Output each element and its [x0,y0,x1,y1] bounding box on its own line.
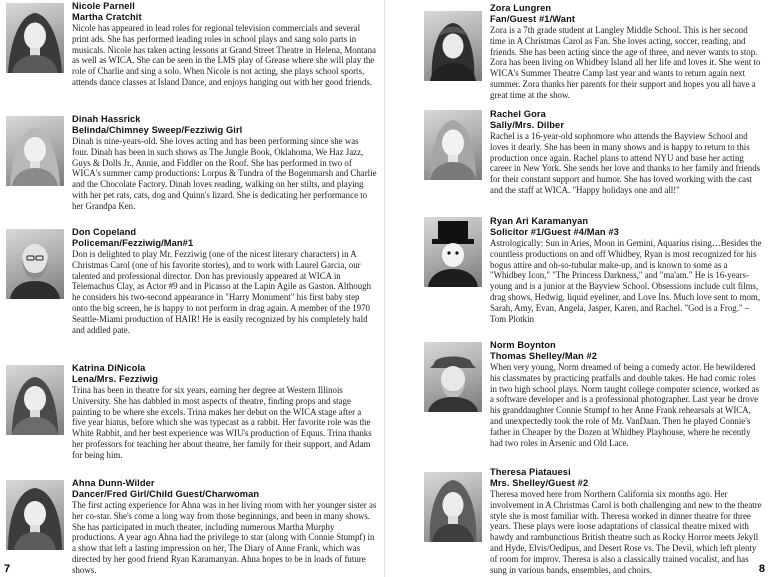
actor-bio: Astrologically: Sun in Aries, Moon in Gemini, Aquarius rising…Besides the countless productions on and off Whidbey, Ryan is most recognized for his bogus attire and oh-so-tubular make-up, and is known to some as a "Whidbey Icon," "The Princess Darkness," and "ma'am." He is 16-years-young and is a junior at the Bayview School. Obsessions include cult films, drag shows, Hedwig, liquid eyeliner, and Love Ins. Much love sent to mom, Sarah, Amy, Evan, Angela, Jasper, Karen, and Rachel. "God is a Frog." – Tom Plotkin [490,238,762,324]
headshot-photo [6,480,64,550]
headshot-photo [6,365,64,435]
actor-name: Zora Lungren [490,3,552,13]
character-role: Solicitor #1/Guest #4/Man #3 [490,227,619,237]
actor-name: Nicole Parnell [72,1,135,11]
actor-name: Norm Boynton [490,340,556,350]
character-role: Fan/Guest #1/Want [490,14,576,24]
portrait-icon [424,110,482,180]
actor-bio: Dinah is nine-years-old. She loves acting and has been performing since she was four. Dinah has been in such shows as The Jungle Book, Oklahoma, We Haz Jazz, Guys & Dolls Jr., Annie, and Fiddler on the Roof. She has performed in two of WICA's summer camp productions: Lorpus & Tundra of the Bogenmarsh and Charlie and the Chocolate Factory. Dinah loves reading, walking on her stilts, and playing with her pet rats, cats, dog and Quinn's lizard. She is dedicating her performance to her Grandpa Ken. [72,136,377,211]
portrait-icon [6,116,64,186]
portrait-icon [6,229,64,299]
actor-bio: Rachel is a 16-year-old sophomore who attends the Bayview School and loves it dearly. She has been in many shows and is happy to return to this production once again. Rachel plans to attend NYU and base her acting career in New York. She sends her love and thanks to her family and friends for their constant support and humor. She has loved working with the cast and the staff at WICA. "Happy holidays one and all!" [490,131,761,195]
portrait-icon [6,3,64,73]
actor-bio: Don is delighted to play Mr. Fezziwig (one of the nicest literary characters) in A Christmas Carol (one of his favorite stories), and to work with Laurel Garcia, our talented and professional director. Don has previously appeared at WICA in Telemachus Clay, as Actor #9 and in Picasso at the Lapin Agile as Gaston. Although he considers his two-second appearance in "Harry Monument" his first baby step onto the big screen, he is happy to not perform in drag again. A member of the 1970 Seattle-Miami production of HAIR! He is easily recognized by his completely bald and addled pate. [72,249,372,335]
right-page [385,0,770,577]
character-role: Dancer/Fred Girl/Child Guest/Charwoman [72,489,260,499]
actor-name: Don Copeland [72,227,137,237]
character-role: Belinda/Chimney Sweep/Fezziwig Girl [72,125,243,135]
headshot-photo [424,472,482,542]
actor-bio: Theresa moved here from Northern California six months ago. Her involvement in A Christmas Carol is both challenging and new to the theatre style she is most familiar with. Theresa worked in dinner theatre for three years. These plays were loose adaptations of classical theatre mixed with bawdy and rambunctious British theatre such as Rocky Horror meets Jekyll and Hyde, Elvis/Oedipus, and Desert Rose vs. The Devil, which left plenty of room for improv. Theresa is also a classically trained vocalist, and has sung in various bands, ensembles, and choirs. [490,489,762,575]
actor-name: Rachel Gora [490,109,546,119]
actor-bio: The first acting experience for Ahna was in her living room with her younger sister as her co-star. She's come a long way from those beginnings, and been in many shows. She has participated in much theater, including numerous Martha Murphy productions. A year ago Ahna had the privilege to star (along with Connie Stumpf) in a show that left a lasting impression on her, The Diary of Anne Frank, which was directed by her good friend Ryan Karamanyan. Ahna hopes to be in loads of future shows. [72,500,377,575]
character-role: Policeman/Fezziwig/Man#1 [72,238,194,248]
portrait-icon [424,342,482,412]
character-role: Sally/Mrs. Dilber [490,120,565,130]
portrait-icon [6,365,64,435]
actor-bio: Nicole has appeared in lead roles for regional television commercials and several print ads. She has performed leading roles in school plays and sang solo parts in musicals. Nicole has taken acting lessons at Grand Street Theatre in Helena, Montana as well as WICA. She can be seen in the LMS play of Grease where she will play the role of Charlie and sing a solo. When Nicole is not acting, she plays school sports, attends dance classes at Island Dance, and enjoys hanging out with her good friends. [72,23,376,87]
headshot-photo [6,3,64,73]
actor-bio: When very young, Norm dreamed of being a comedy actor. He bewildered his classmates by practicing pratfalls and double takes. He had comic roles in two high school plays. Norm taught college computer science, worked as a software developer and is a professional photographer. Last year he drove his granddaughter Connie Stumpf to her Anne Frank rehearsals at WICA, and unexpectedly took the role of Mr. VanDaan. Then he played Connie's father in Cheaper by the Dozen at Whidbey Playhouse, where he recently had two roles in Arsenic and Old Lace. [490,362,759,448]
actor-name: Ryan Ari Karamanyan [490,216,589,226]
headshot-photo [424,217,482,287]
portrait-icon [6,480,64,550]
headshot-photo [424,110,482,180]
headshot-photo [6,116,64,186]
actor-name: Katrina DiNicola [72,363,146,373]
page-number-left: 7 [4,563,11,575]
character-role: Mrs. Shelley/Guest #2 [490,478,589,488]
actor-bio: Trina has been in theatre for six years, earning her degree at Western Illinois University. She has dabbled in most aspects of theatre, finding props and stage painting to be where she excels. Trina makes her debut on the WICA stage after a five year hiatus, before which she was typecast as a rabbit. Her favorite role was the White Rabbit, and her best experience was WIU's production of Equus. Trina thanks her professors for teaching her about theatre, her family for their support, and Adam for being him. [72,385,372,460]
portrait-icon [424,11,482,81]
portrait-icon [424,472,482,542]
headshot-photo [6,229,64,299]
character-role: Martha Cratchit [72,12,142,22]
actor-name: Dinah Hassrick [72,114,141,124]
character-role: Thomas Shelley/Man #2 [490,351,597,361]
headshot-photo [424,342,482,412]
actor-name: Theresa Piatauesi [490,467,571,477]
actor-bio: Zora is a 7th grade student at Langley Middle School. This is her second time in A Christmas Carol as Fan. She loves acting, soccer, reading, and friends. She has been acting since the age of three, and never wants to stop. Zora has been living on Whidbey Island all her life and loves it. She went to WICA's Summer Theatre Camp last year and wants to return again next summer. Zora thanks her parents for their support and hopes you all have a great time at the show. [490,25,761,100]
character-role: Lena/Mrs. Fezziwig [72,374,159,384]
headshot-photo [424,11,482,81]
portrait-icon [424,217,482,287]
page-number-right: 8 [758,563,765,575]
actor-name: Ahna Dunn-Wilder [72,478,155,488]
